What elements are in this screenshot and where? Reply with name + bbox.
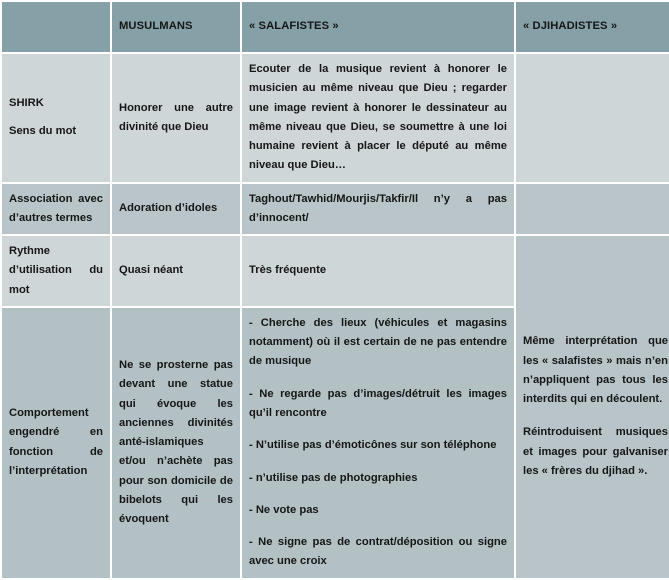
table-row bbox=[2, 54, 669, 182]
header-cell-musulmans: MUSULMANS bbox=[112, 2, 240, 52]
row-rythme-musulmans-cell: Quasi néant bbox=[112, 236, 240, 306]
row-rythme-salafistes-cell: Très fréquente bbox=[242, 236, 514, 306]
table-row bbox=[2, 184, 669, 235]
table-header bbox=[2, 2, 669, 52]
row-shirk-term-line-1: SHIRK bbox=[9, 97, 44, 110]
row-shirk-term-cell bbox=[2, 54, 110, 182]
row-comportement-musulmans-cell: Ne se prosterne pas devant une statue qui évoque les anciennes divinités anté-islamiques et/ou n’achète pas pour son domicile de bibelots qui les évoquent bbox=[112, 308, 240, 578]
list-item: - Ne regarde pas d’images/détruit les images qu’il rencontre bbox=[249, 387, 507, 419]
row-shirk-term-line-2: Sens du mot bbox=[9, 125, 77, 138]
header-cell-djihadistes: « DJIHADISTES » bbox=[516, 2, 669, 52]
row-comportement-term-cell: Comportement engendré en fonction de l’interprétation bbox=[2, 308, 110, 578]
djihadistes-paragraph-1: Même interprétation que les « salafistes » mais n’en n’appliquent pas tous les interdits qui en découlent. bbox=[523, 335, 668, 406]
row-shirk-salafistes-cell: Ecouter de la musique revient à honorer le musicien au même niveau que Dieu ; regarder une image revient à honorer le dessinateur au même niveau que Dieu, se soumettre à une loi humaine revient à placer le député au même niveau que Dieu… bbox=[242, 54, 514, 182]
header-cell-term bbox=[2, 2, 110, 52]
row-rythme-term-cell: Rythme d’utilisation du mot bbox=[2, 236, 110, 306]
row-association-musulmans-cell: Adoration d’idoles bbox=[112, 184, 240, 235]
list-item: - Ne vote pas bbox=[249, 503, 319, 516]
row-association-term-cell: Association avec d’autres termes bbox=[2, 184, 110, 235]
table-row bbox=[2, 236, 669, 306]
row-shirk-musulmans-cell: Honorer une autre divinité que Dieu bbox=[112, 54, 240, 182]
djihadistes-paragraph-2: Réintroduisent musiques et images pour galvaniser les « frères du djihad ». bbox=[523, 426, 668, 478]
header-cell-salafistes: « SALAFISTES » bbox=[242, 2, 514, 52]
table-body bbox=[2, 54, 669, 578]
row-association-djihadistes-cell bbox=[516, 184, 669, 235]
list-item: - N’utilise pas d’émoticônes sur son téléphone bbox=[249, 439, 497, 452]
list-item: - n’utilise pas de photographies bbox=[249, 471, 418, 484]
row-comportement-salafistes-cell bbox=[242, 308, 514, 578]
merged-djihadistes-cell bbox=[516, 236, 669, 577]
row-association-salafistes-cell: Taghout/Tawhid/Mourjis/Takfir/Il n’y a pas d’innocent/ bbox=[242, 184, 514, 235]
header-row bbox=[2, 2, 669, 52]
row-shirk-djihadistes-cell bbox=[516, 54, 669, 182]
list-item: - Cherche des lieux (véhicules et magasins notamment) où il est certain de ne pas entendre de musique bbox=[249, 316, 507, 368]
list-item: - Ne signe pas de contrat/déposition ou signe avec une croix bbox=[249, 536, 507, 568]
